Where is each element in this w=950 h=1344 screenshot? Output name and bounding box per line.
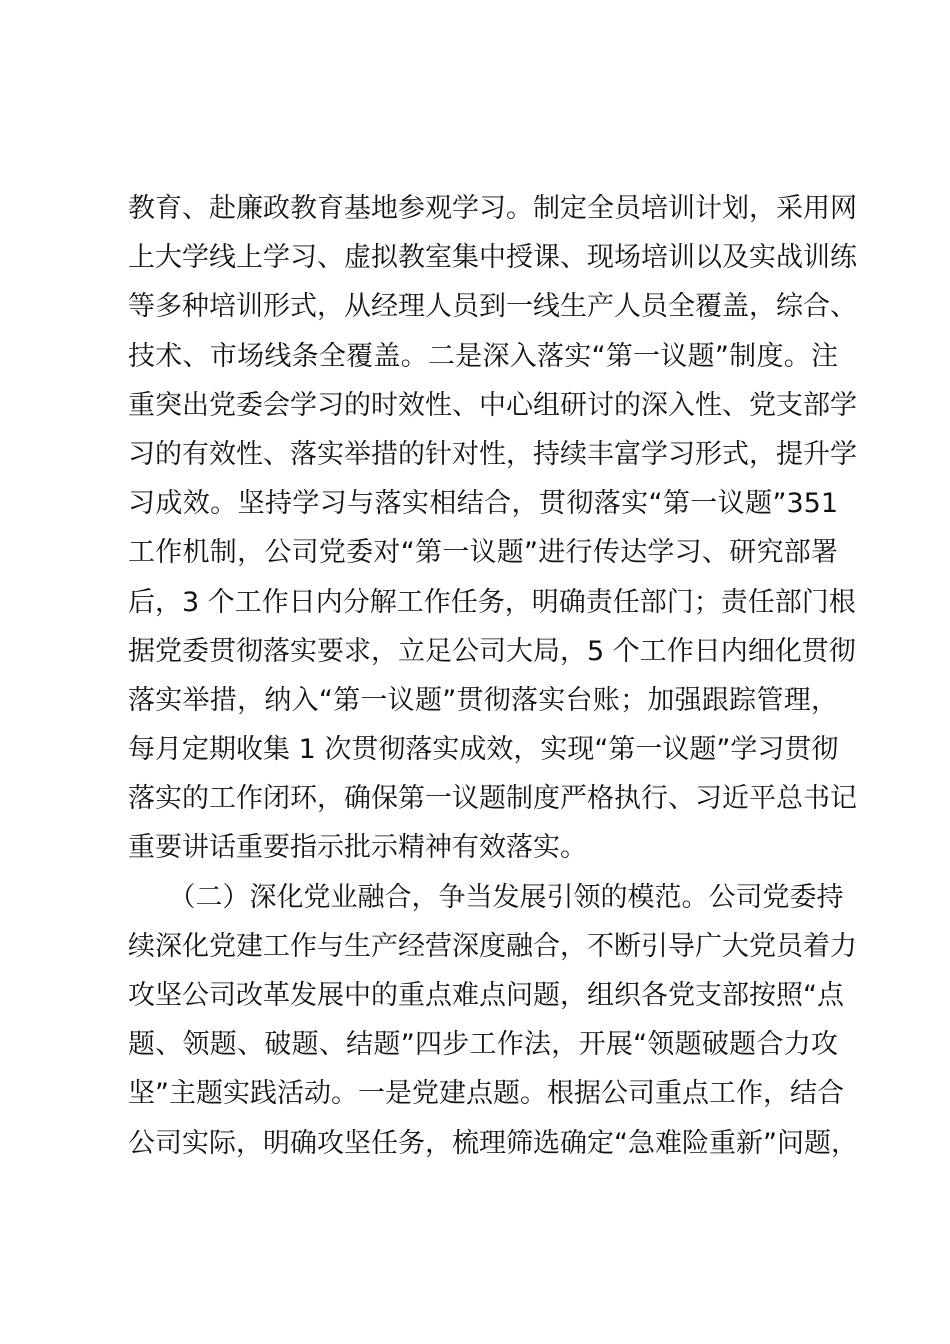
text-line: 坚”主题实践活动。一是党建点题。根据公司重点工作，结合 [128,1078,844,1110]
text-line: 重突出党委会学习的时效性、中心组研讨的深入性、党支部学 [128,389,857,421]
text-line: 后，3 个工作日内分解工作任务，明确责任部门；责任部门根 [128,586,856,618]
paragraph-heading-line: （二）深化党业融合，争当发展引领的模范。公司党委持 [128,881,844,913]
text-line: 攻坚公司改革发展中的重点难点问题，组织各党支部按照“点 [128,980,844,1011]
text-line: 续深化党建工作与生产经营深度融合，不断引导广大党员着力 [128,930,857,962]
text-line: 每月定期收集 1 次贯彻落实成效，实现“第一议题”学习贯彻 [128,734,839,766]
text-line: 据党委贯彻落实要求，立足公司大局，5 个工作日内细化贯彻 [128,635,856,667]
text-line: 落实的工作闭环，确保第一议题制度严格执行、习近平总书记 [128,783,857,815]
text-line: 等多种培训形式，从经理人员到一线生产人员全覆盖，综合、 [128,291,857,323]
text-line: 习的有效性、落实举措的针对性，持续丰富学习形式，提升学 [128,438,857,470]
text-line: 题、领题、破题、结题”四步工作法，开展“领题破题合力攻 [128,1029,838,1061]
text-line: 公司实际，明确攻坚任务，梳理筛选确定“急难险重新”问题， [128,1127,858,1159]
text-line: 教育、赴廉政教育基地参观学习。制定全员培训计划，采用网 [128,193,857,224]
text-line: 重要讲话重要指示批示精神有效落实。 [128,832,587,864]
text-line: 习成效。坚持学习与落实相结合，贯彻落实“第一议题”351 [128,488,838,520]
body-text [128,184,858,1168]
text-line: 工作机制，公司党委对“第一议题”进行传达学习、研究部署 [128,537,838,569]
text-line: 落实举措，纳入“第一议题”贯彻落实台账；加强跟踪管理， [128,684,838,716]
text-line: 上大学线上学习、虚拟教室集中授课、现场培训以及实战训练 [128,242,857,274]
text-line: 技术、市场线条全覆盖。二是深入落实“第一议题”制度。注 [128,340,838,372]
